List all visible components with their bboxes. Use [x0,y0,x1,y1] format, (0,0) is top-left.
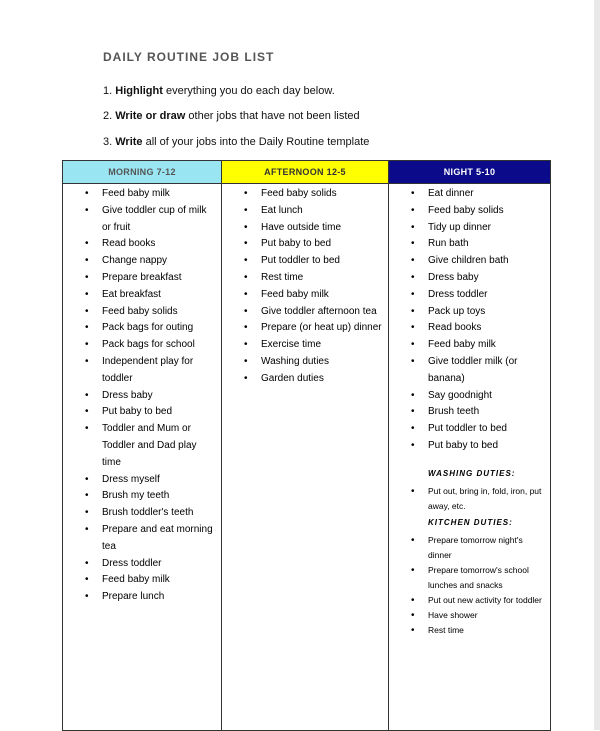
list-item: • Dress toddler [389,287,550,304]
list-item: • Change nappy [63,253,221,270]
list-item: • Put baby to bed [389,438,550,455]
list-item: • Read books [389,320,550,337]
morning-column [63,184,222,731]
list-item: • Feed baby solids [389,203,550,220]
instruction-text: all of your jobs into the Daily Routine template [142,136,370,148]
list-item: • Feed baby milk [63,186,221,203]
routine-table [62,160,551,731]
afternoon-list [222,184,388,388]
list-item: • Read books [63,236,221,253]
instruction-text: everything you do each day below. [162,85,335,97]
list-item: • Dress baby [63,388,221,405]
list-item: • Feed baby solids [222,186,388,203]
list-item: • Put toddler to bed [389,421,550,438]
list-item: • Pack bags for school [63,337,221,354]
list-item: • Put baby to bed [63,404,221,421]
list-item: • Exercise time [222,337,388,354]
afternoon-header: AFTERNOON 12-5 [222,161,389,184]
list-item: • Prepare (or heat up) dinner [222,320,388,337]
list-item: • Have outside time [222,220,388,237]
list-item: • Eat breakfast [63,287,221,304]
list-item: • Eat lunch [222,203,388,220]
kitchen-duties-list [389,530,550,638]
washing-duties-list [389,481,550,514]
list-item: • Feed baby milk [222,287,388,304]
list-item: • Dress myself [63,472,221,489]
list-item: • Feed baby solids [63,304,221,321]
list-item: • Rest time [389,623,550,638]
list-item: • Say goodnight [389,388,550,405]
list-item: • Garden duties [222,371,388,388]
list-item: • Eat dinner [389,186,550,203]
instruction-keyword: Write [115,136,143,148]
kitchen-duties-heading: KITCHEN DUTIES: [428,517,513,527]
list-item: • Rest time [222,270,388,287]
list-item: • Tidy up dinner [389,220,550,237]
list-item: • Put baby to bed [222,236,388,253]
list-item: • Give children bath [389,253,550,270]
afternoon-column [222,184,389,731]
list-item: • Feed baby milk [63,572,221,589]
night-column [389,184,551,731]
list-item: • Prepare tomorrow night's dinner [389,533,550,563]
list-item: • Have shower [389,608,550,623]
instruction-number: 3. [103,136,113,148]
list-item: • Independent play for toddler [63,354,221,388]
list-item: • Dress baby [389,270,550,287]
page-title: DAILY ROUTINE JOB LIST [103,50,275,64]
night-list [389,184,550,455]
list-item: • Prepare tomorrow's school lunches and snacks [389,563,550,593]
instruction-keyword: Write or draw [115,110,186,122]
list-item: • Pack up toys [389,304,550,321]
list-item: • Toddler and Mum or Toddler and Dad play time [63,421,221,471]
list-item: • Brush my teeth [63,488,221,505]
night-header: NIGHT 5-10 [389,161,551,184]
list-item: • Prepare lunch [63,589,221,606]
list-item: • Dress toddler [63,556,221,573]
list-item: • Run bath [389,236,550,253]
list-item: • Brush toddler's teeth [63,505,221,522]
instruction-number: 1. [103,85,113,97]
page-edge [594,0,600,730]
list-item: • Prepare and eat morning tea [63,522,221,556]
morning-list [63,184,221,606]
list-item: • Feed baby milk [389,337,550,354]
instruction-3 [103,136,369,148]
list-item: • Brush teeth [389,404,550,421]
list-item: • Give toddler cup of milk or fruit [63,203,221,237]
list-item: • Put toddler to bed [222,253,388,270]
list-item: • Give toddler milk (or banana) [389,354,550,388]
list-item: • Put out, bring in, fold, iron, put away, etc. [389,484,550,514]
morning-header: MORNING 7-12 [63,161,222,184]
instruction-number: 2. [103,110,113,122]
instruction-text: other jobs that have not been listed [185,110,360,122]
list-item: • Give toddler afternoon tea [222,304,388,321]
instruction-1 [103,85,335,97]
washing-duties-heading: WASHING DUTIES: [428,468,516,478]
list-item: • Washing duties [222,354,388,371]
instruction-2 [103,110,360,122]
instruction-keyword: Highlight [115,85,163,97]
list-item: • Put out new activity for toddler [389,593,550,608]
list-item: • Pack bags for outing [63,320,221,337]
list-item: • Prepare breakfast [63,270,221,287]
